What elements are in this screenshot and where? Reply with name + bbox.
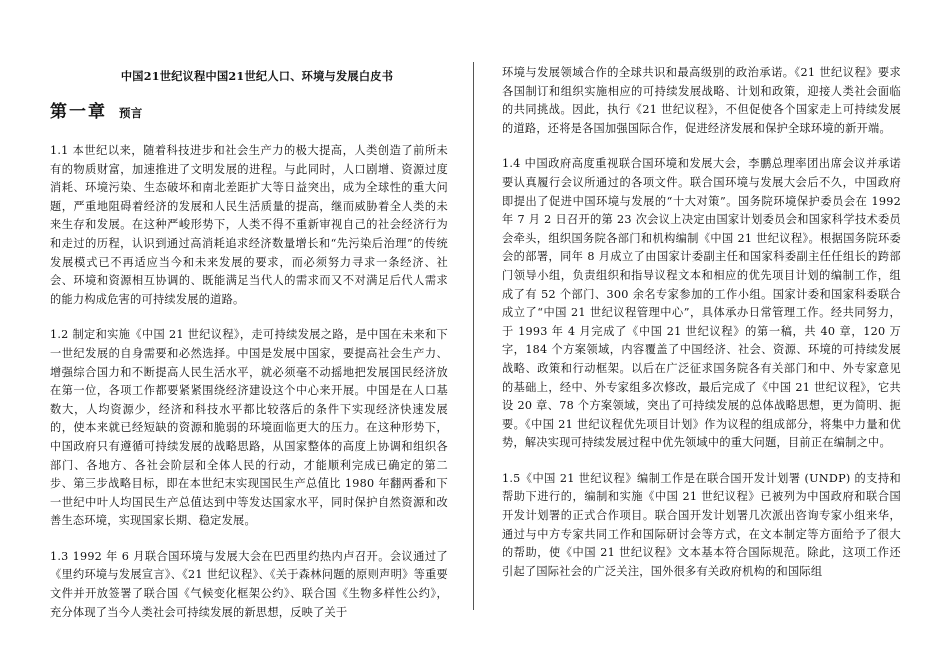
paragraph-1-3: 1.3 1992 年 6 月联合国环境与发展大会在巴西里约热内卢召开。会议通过了《里约环境与发展宣言》、《21 世纪议程》、《关于森林问题的原则声明》等重要文件并开放签署了联合国《气候变化框架公约》、联合国《生物多样性公约》，充分体现了当今人类社会可持续发展的新思想，反映了关于 [50,549,448,619]
chapter-number: 第一章 [50,102,107,122]
column-divider [473,62,474,610]
paragraph-1-1: 1.1 本世纪以来，随着科技进步和社会生产力的极大提高，人类创造了前所未有的物质财富，加速推进了文明发展的进程。与此同时，人口剧增、资源过度消耗、环境污染、生态破坏和南北差距扩大等日益突出，成为全球性的重大问题，严重地阻碍着经济的发展和人民生活质量的提高，继而威胁着全人类的未来生存和发展。在这种严峻形势下，人类不得不重新审视自己的社会经济行为和走过的历程，认识到通过高消耗追求经济数量增长和“先污染后治理”的传统发展模式已不再适应当今和未来发展的要求，而必须努力寻求一条经济、社会、环境和资源相互协调的、既能满足当代人的需求而又不对满足后代人需求的能力构成危害的可持续发展的道路。 [50,144,448,306]
chapter-subtitle: 预言 [119,106,143,120]
paragraph-1-5: 1.5《中国 21 世纪议程》编制工作是在联合国开发计划署 (UNDP) 的支持和帮助下进行的，编制和实施《中国 21 世纪议程》已被列为中国政府和联合国开发计划署的正式合作项目。联合国开发计划署几次派出咨询专家小组来华，通过与中方专家共同工作和国际研讨会等方式，在文本制定等方面给予了很大的帮助，使《中国 21 世纪议程》文本基本符合国际规范。除此，这项工作还引起了国际社会的广泛关注，国外很多有关政府机构的和国际组 [502,471,901,578]
right-column [502,64,901,598]
chapter-heading [50,99,448,127]
document-title: 中国21世纪议程中国21世纪人口、环境与发展白皮书 [120,69,394,83]
paragraph-1-2: 1.2 制定和实施《中国 21 世纪议程》，走可持续发展之路，是中国在未来和下一世纪发展的自身需要和必然选择。中国是发展中国家，要提高社会生产力、增强综合国力和不断提高人民生活水平，就必须毫不动摇地把发展国民经济放在第一位，各项工作都要紧紧围绕经济建设这个中心来开展。中国是在人口基数大，人均资源少，经济和科技水平都比较落后的条件下实现经济快速发展的，使本来就已经短缺的资源和脆弱的环境面临更大的压力。在这种形势下，中国政府只有遵循可持续发展的战略思路，从国家整体的高度上协调和组织各部门、各地方、各社会阶层和全体人民的行动，才能顺利完成已确定的第二步、第三步战略目标，即在本世纪末实现国民生产总值比 1980 年翻两番和下一世纪中叶人均国民生产总值达到中等发达国家水平，同时保护自然资源和改善生态环境，实现国家长期、稳定发展。 [50,328,448,528]
paragraph-1-4: 1.4 中国政府高度重视联合国环境和发展大会，李鹏总理率团出席会议并承诺要认真履行会议所通过的各项文件。联合国环境与发展大会后不久，中国政府即提出了促进中国环境与发展的“十大对策”。国务院环境保护委员会在 1992 年 7 月 2 日召开的第 23 次会议上决定由国家计划委员会和国家科学技术委员会牵头，组织国务院各部门和机构编制《中国 21 世纪议程》。根据国务院环委会的部署，同年 8 月成立了由国家计委副主任和国家科委副主任任组长的跨部门领导小组，负责组织和指导议程文本和相应的优先项目计划的编制工作，组成了有 52 个部门、300 余名专家参加的工作小组。国家计委和国家科委联合成立了“中国 21 世纪议程管理中心”，具体承办日常管理工作。经共同努力，于 1993 年 4 月完成了《中国 21 世纪议程》的第一稿，共 40 章，120 万字，184 个方案领域，内容覆盖了中国经济、社会、资源、环境的可持续发展战略、政策和行动框架。以后在广泛征求国务院各有关部门和中、外专家意见的基础上，经中、外专家组多次修改，最后完成了《中国 21 世纪议程》，它共设 20 章、78 个方案领域，突出了可持续发展的总体战略思想，更为简明、扼要。《中国 21 世纪议程优先项目计划》作为议程的组成部分，将集中力量和优势，解决实现可持续发展过程中优先领域中的重大问题，目前正在编制之中。 [502,157,901,450]
left-column [50,64,448,639]
paragraph-1-3-continued: 环境与发展领域合作的全球共识和最高级别的政治承诺。《21 世纪议程》要求各国制订和组织实施相应的可持续发展战略、计划和政策，迎接人类社会面临的共同挑战。因此，执行《21 世纪议程》，不但促使各个国家走上可持续发展的道路，还将是各国加强国际合作，促进经济发展和保护全球环境的新开端。 [502,66,901,135]
